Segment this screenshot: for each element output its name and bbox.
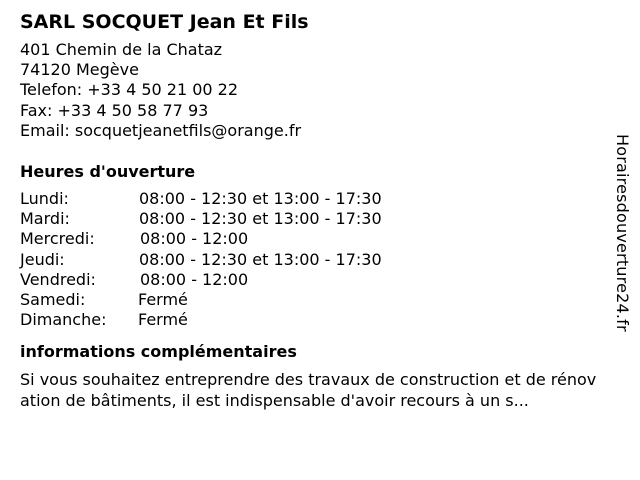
day-label: Mardi: [20,209,70,229]
hours-row-wednesday [20,229,610,249]
info-heading: informations complémentaires [20,342,297,362]
info-text: Si vous souhaitez entreprendre des travaux de construction et de rénovation de bâtiments, il est indispensable d'avoir recours à un s... [20,370,597,411]
business-card [20,8,610,411]
hours-row-monday [20,189,610,209]
day-hours: Fermé [138,310,188,330]
business-name: SARL SOCQUET Jean Et Fils [20,11,309,33]
day-label: Mercredi: [20,229,95,249]
hours-row-thursday [20,250,610,270]
day-label: Samedi: [20,289,86,309]
hours-row-saturday [20,290,610,310]
hours-row-tuesday [20,209,610,229]
day-label: Vendredi: [20,269,96,289]
hours-table [20,189,610,330]
day-hours: 08:00 - 12:00 [140,229,249,249]
site-watermark: Horairesdouverture24.fr [613,134,632,332]
day-hours: 08:00 - 12:00 [140,269,249,289]
day-label: Dimanche: [20,310,107,330]
email-address: Email: socquetjeanetfils@orange.fr [20,120,302,140]
address-city: 74120 Megève [20,60,139,80]
address-street: 401 Chemin de la Chataz [20,40,223,59]
day-hours: Fermé [138,289,188,309]
day-hours: 08:00 - 12:30 et 13:00 - 17:30 [139,209,382,229]
hours-row-sunday [20,310,610,330]
day-label: Lundi: [20,189,69,209]
day-hours: 08:00 - 12:30 et 13:00 - 17:30 [139,189,382,209]
hours-heading: Heures d'ouverture [20,162,196,182]
day-hours: 08:00 - 12:30 et 13:00 - 17:30 [139,249,382,269]
hours-row-friday [20,270,610,290]
day-label: Jeudi: [20,249,65,269]
fax-number: Fax: +33 4 50 58 77 93 [20,100,209,120]
phone-number: Telefon: +33 4 50 21 00 22 [20,80,239,100]
